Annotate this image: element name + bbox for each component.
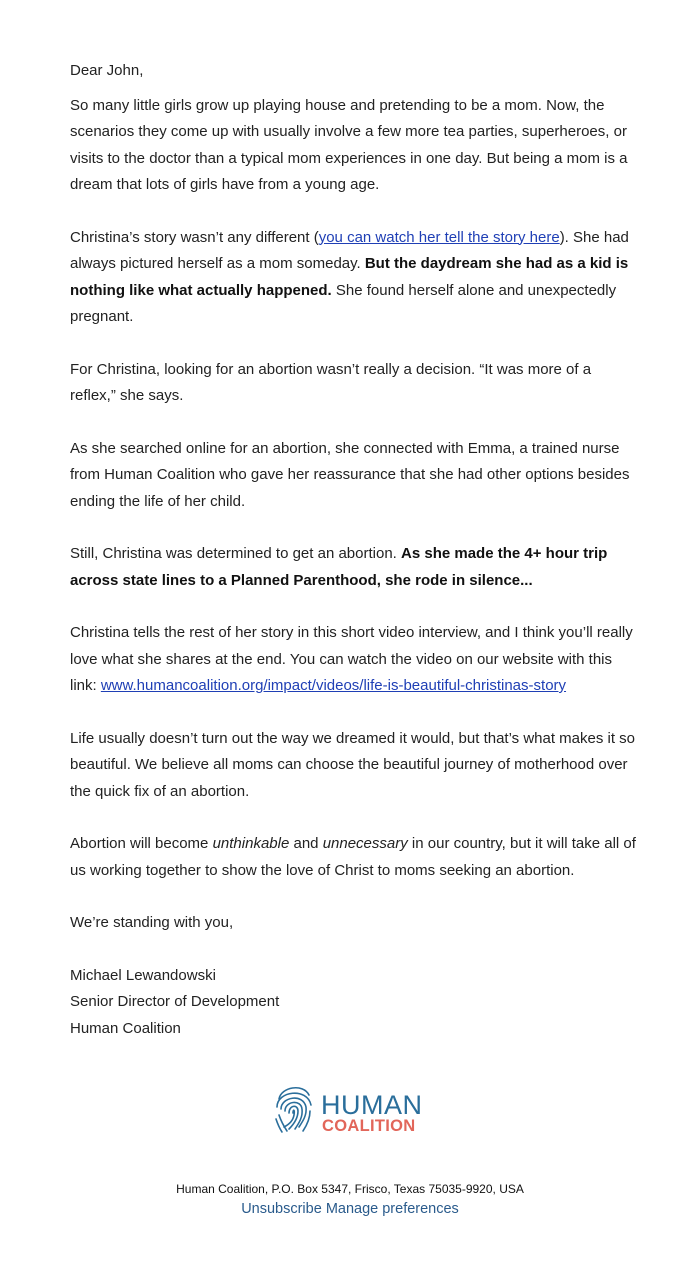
p2-bold-text: But the daydream she had as a kid is nothing like what actually happened. [70, 255, 629, 299]
p6-text-a: Christina tells the rest of her story in this short video interview, and I think you’ll really love what she shares at the end. You can watch the video on our website with this link: [70, 624, 633, 694]
logo-text-coalition: COALITION [322, 1117, 416, 1135]
closing: We’re standing with you, [70, 914, 234, 931]
p2-text-c: She found herself alone and unexpectedly pregnant. [70, 281, 617, 325]
signature-name: Michael Lewandowski [70, 966, 216, 984]
paragraph-reflex: For Christina, looking for an abortion wasn’t really a decision. “It was more of a reflex,” she says. [70, 360, 592, 404]
p8-emphasis-unthinkable: unthinkable [212, 835, 290, 852]
paragraph-christina-story [70, 225, 640, 331]
video-url-link[interactable]: www.humancoalition.org/impact/videos/life-is-beautiful-christinas-story [100, 677, 567, 694]
paragraph-video [70, 620, 640, 700]
p2-text-a: Christina’s story wasn’t any different ( [70, 228, 319, 246]
paragraph-unthinkable [70, 831, 640, 884]
manage-preferences-link[interactable]: Manage preferences [325, 1201, 459, 1217]
greeting: Dear John, [70, 62, 144, 79]
p8-text-a: Abortion will become [70, 835, 213, 852]
p5-bold-text: As she made the 4+ hour trip across state lines to a Planned Parenthood, she rode in silence... [70, 545, 608, 589]
fingerprint-icon [273, 1079, 315, 1135]
p8-emphasis-unnecessary: unnecessary [322, 835, 408, 852]
email-body [70, 58, 640, 1068]
watch-story-link[interactable]: you can watch her tell the story here [318, 228, 560, 246]
paragraph-beautiful: Life usually doesn’t turn out the way we dreamed it would, but that’s what makes it so beautiful. We believe all moms can choose the beautiful journey of motherhood over the quick fix of an abortion. [70, 729, 636, 800]
signature-block [70, 963, 640, 1043]
footer-links [0, 1199, 700, 1219]
logo-text-human: HUMAN [321, 1090, 423, 1120]
p2-text-b: ). She had always pictured herself as a mom someday. [70, 228, 629, 272]
unsubscribe-link[interactable]: Unsubscribe [241, 1201, 322, 1217]
signature-org: Human Coalition [70, 1019, 181, 1037]
p5-text-a: Still, Christina was determined to get an abortion. [70, 545, 402, 562]
p8-text-b: and [289, 835, 323, 852]
paragraph-intro: So many little girls grow up playing house and pretending to be a mom. Now, the scenarios they come up with usually involve a few more tea parties, superheroes, or visits to the doctor than a typical mom experiences in one day. But being a mom is a dream that lots of girls have from a young age. [70, 96, 628, 193]
paragraph-emma: As she searched online for an abortion, she connected with Emma, a trained nurse from Human Coalition who gave her reassurance that she had other options besides ending the life of her child. [70, 439, 630, 510]
human-coalition-logo[interactable] [273, 1079, 433, 1139]
signature-title: Senior Director of Development [70, 993, 280, 1010]
footer-address: Human Coalition, P.O. Box 5347, Frisco, Texas 75035-9920, USA [176, 1182, 524, 1196]
p8-text-c: in our country, but it will take all of us working together to show the love of Christ to moms seeking an abortion. [70, 835, 636, 879]
paragraph-trip [70, 541, 640, 594]
